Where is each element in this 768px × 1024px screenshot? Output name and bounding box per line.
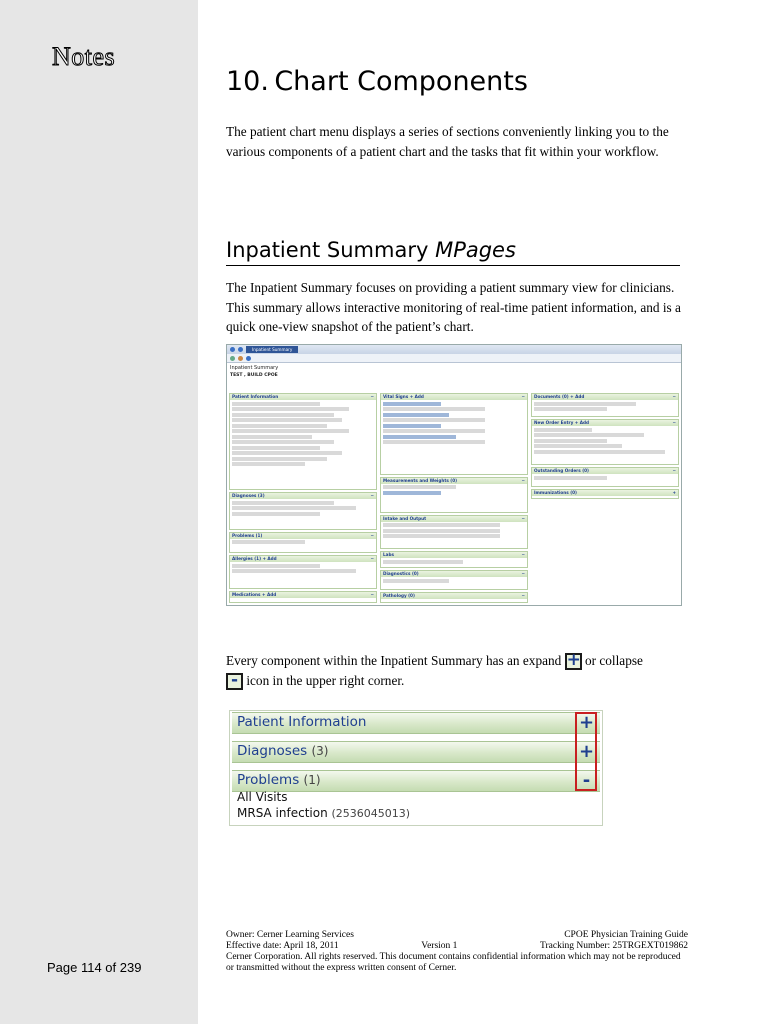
- expand-text-1: Every component within the Inpatient Summary has an expand: [226, 653, 565, 668]
- section-title: Inpatient Summary: [226, 238, 436, 262]
- shot-sec-title: Patient Information: [232, 394, 279, 399]
- highlight-box: [575, 712, 597, 791]
- page-number: Page 114 of 239: [47, 960, 142, 975]
- screenshot-title: Inpatient Summary: [230, 365, 279, 371]
- component-example: [229, 710, 603, 826]
- minus-icon: -: [226, 673, 243, 690]
- component-label: Problems: [237, 772, 300, 788]
- plus-icon: +: [566, 650, 581, 671]
- footer-version: Version 1: [421, 941, 458, 951]
- shot-sec-title: New Order Entry + Add: [534, 420, 589, 425]
- footer-owner: Owner: Cerner Learning Services: [226, 930, 354, 940]
- footer-effective-date: Effective date: April 18, 2011: [226, 941, 339, 951]
- shot-sec-title: Labs: [383, 552, 394, 558]
- shot-sec-title: Problems (1): [232, 532, 263, 538]
- page-footer: [226, 930, 688, 974]
- component-count: (3): [311, 744, 329, 758]
- screenshot-patient: TEST , BUILD CPOE: [230, 373, 278, 378]
- expand-button[interactable]: +: [578, 712, 595, 733]
- expand-collapse-paragraph: [226, 651, 686, 690]
- page-title: 10. Chart Components: [226, 66, 528, 97]
- expand-text-2: or collapse: [581, 653, 643, 668]
- component-label: Patient Information: [237, 714, 367, 730]
- shot-sec-title: Diagnoses (3): [232, 493, 265, 499]
- screenshot-tab: Inpatient Summary: [246, 346, 298, 353]
- component-label: Diagnoses: [237, 743, 308, 759]
- expand-button[interactable]: +: [578, 741, 595, 762]
- intro-paragraph: The patient chart menu displays a series of sections conveniently linking you to the various components of a patient chart and the tasks that fit within your workflow.: [226, 124, 669, 159]
- shot-sec-title: Pathology (0): [383, 592, 415, 598]
- notes-label: Notes: [52, 42, 116, 71]
- expand-text-3: icon in the upper right corner.: [243, 672, 405, 688]
- component-bar-diagnoses[interactable]: [232, 741, 600, 763]
- shot-sec-title: Diagnostics (0): [383, 571, 419, 577]
- problem-item: [237, 806, 410, 820]
- problems-visits: All Visits: [237, 790, 288, 804]
- shot-sec-title: Allergies (1) + Add: [232, 556, 277, 562]
- section-paragraph: The Inpatient Summary focuses on providing a patient summary view for clinicians. This summary allows interactive monitoring of real-time patient information, and is a quick one-view snapshot of the patient’s chart.: [226, 280, 681, 334]
- screenshot-toolbar-secondary: [227, 354, 681, 363]
- shot-sec-title: Outstanding Orders (0): [534, 468, 589, 473]
- problem-name: MRSA infection: [237, 806, 328, 820]
- problem-code: (2536045013): [331, 807, 411, 820]
- shot-sec-title: Documents (0) + Add: [534, 394, 585, 399]
- shot-sec-title: Intake and Output: [383, 515, 427, 521]
- footer-legal: Cerner Corporation. All rights reserved. This document contains confidential information which may not be reproduced or transmitted without the express written consent of Cerner.: [226, 952, 681, 973]
- component-bar-problems[interactable]: [232, 770, 600, 792]
- footer-tracking: Tracking Number: 25TRGEXT019862: [540, 941, 688, 951]
- footer-guide: CPOE Physician Training Guide: [564, 930, 688, 940]
- inpatient-summary-screenshot: Inpatient Summary Inpatient Summary TEST , BUILD CPOE Patient Information − Diagnoses (3) − Problems (1) − Allergies (1) + Add − Medications + Add − Vital Signs + Add − Measurements and Weights (0) − Intake and Output − Labs − Diagnostics (0) − Pathology (0) − Documents (0) + Add − New Order Entry + Add − Outstanding Orders (0) − Immunizations (0) +: [226, 344, 682, 606]
- component-count: (1): [303, 773, 321, 787]
- section-heading: [226, 238, 680, 266]
- shot-sec-title: Immunizations (0): [534, 490, 577, 495]
- shot-sec-title: Vital Signs + Add: [383, 394, 424, 399]
- shot-sec-title: Medications + Add: [232, 592, 277, 598]
- shot-sec-title: Measurements and Weights (0): [383, 477, 458, 483]
- collapse-button[interactable]: -: [582, 770, 591, 791]
- component-bar-patient-information[interactable]: [232, 712, 600, 734]
- section-title-italic: MPages: [435, 238, 516, 262]
- notes-sidebar: [0, 0, 198, 1024]
- screenshot-toolbar: [227, 345, 681, 354]
